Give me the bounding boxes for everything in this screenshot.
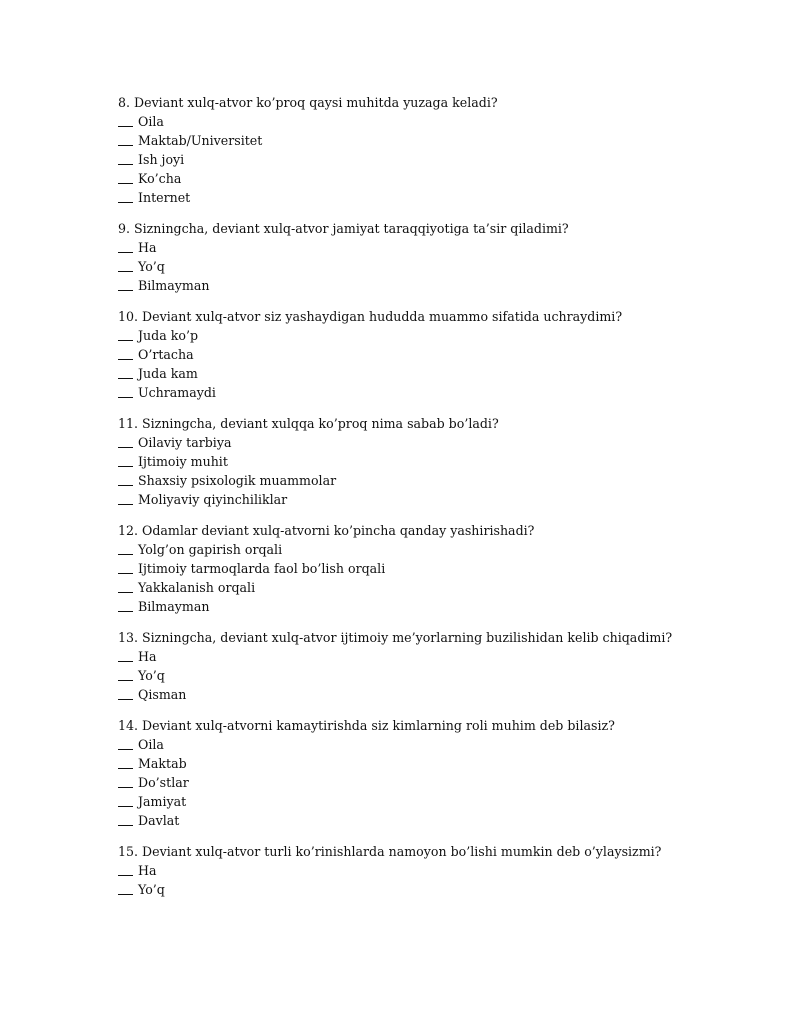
question-14 xyxy=(118,716,738,830)
answer-blank[interactable] xyxy=(118,151,133,165)
question-12 xyxy=(118,521,738,616)
option-label: Shaxsiy psixologik muammolar xyxy=(138,473,337,488)
option-label: Ha xyxy=(138,240,157,255)
option-label: Maktab/Universitet xyxy=(138,133,263,148)
question-10 xyxy=(118,307,738,402)
option-label: Juda ko’p xyxy=(138,328,199,343)
answer-option xyxy=(118,754,738,773)
answer-blank[interactable] xyxy=(118,434,133,448)
option-label: Bilmayman xyxy=(138,599,210,614)
question-13 xyxy=(118,628,738,704)
option-label: Maktab xyxy=(138,756,187,771)
option-label: Ha xyxy=(138,863,157,878)
option-label: Oila xyxy=(138,114,164,129)
question-11 xyxy=(118,414,738,509)
answer-option xyxy=(118,490,738,509)
question-text: 12. Odamlar deviant xulq-atvorni ko’pincha qanday yashirishadi? xyxy=(118,523,535,538)
answer-option xyxy=(118,276,738,295)
answer-option xyxy=(118,666,738,685)
option-label: Bilmayman xyxy=(138,278,210,293)
option-label: Ijtimoiy muhit xyxy=(138,454,228,469)
answer-blank[interactable] xyxy=(118,258,133,272)
answer-blank[interactable] xyxy=(118,598,133,612)
answer-blank[interactable] xyxy=(118,812,133,826)
question-text: 10. Deviant xulq-atvor siz yashaydigan hududda muammo sifatida uchraydimi? xyxy=(118,309,623,324)
answer-option xyxy=(118,773,738,792)
answer-blank[interactable] xyxy=(118,774,133,788)
question-text: 14. Deviant xulq-atvorni kamaytirishda siz kimlarning roli muhim deb bilasiz? xyxy=(118,718,615,733)
answer-option xyxy=(118,559,738,578)
answer-option xyxy=(118,811,738,830)
answer-blank[interactable] xyxy=(118,686,133,700)
option-label: Yakkalanish orqali xyxy=(138,580,256,595)
question-text: 9. Sizningcha, deviant xulq-atvor jamiyat taraqqiyotiga ta’sir qiladimi? xyxy=(118,221,569,236)
answer-option xyxy=(118,880,738,899)
answer-option xyxy=(118,383,738,402)
answer-option xyxy=(118,597,738,616)
answer-option xyxy=(118,861,738,880)
answer-blank[interactable] xyxy=(118,132,133,146)
option-label: Jamiyat xyxy=(138,794,187,809)
question-text: 8. Deviant xulq-atvor ko’proq qaysi muhitda yuzaga keladi? xyxy=(118,95,498,110)
option-label: Yo’q xyxy=(138,882,165,897)
option-label: Yo’q xyxy=(138,668,165,683)
answer-option xyxy=(118,238,738,257)
answer-blank[interactable] xyxy=(118,453,133,467)
answer-option xyxy=(118,169,738,188)
questionnaire xyxy=(118,93,738,911)
question-text: 11. Sizningcha, deviant xulqqa ko’proq nima sabab bo’ladi? xyxy=(118,416,499,431)
answer-option xyxy=(118,647,738,666)
answer-blank[interactable] xyxy=(118,346,133,360)
answer-option xyxy=(118,735,738,754)
answer-blank[interactable] xyxy=(118,755,133,769)
answer-option xyxy=(118,112,738,131)
answer-option xyxy=(118,188,738,207)
question-15 xyxy=(118,842,738,899)
option-label: Ish joyi xyxy=(138,152,185,167)
option-label: Uchramaydi xyxy=(138,385,216,400)
option-label: Yo’q xyxy=(138,259,165,274)
option-label: Do’stlar xyxy=(138,775,189,790)
answer-option xyxy=(118,471,738,490)
option-label: Oilaviy tarbiya xyxy=(138,435,232,450)
answer-option xyxy=(118,150,738,169)
answer-blank[interactable] xyxy=(118,384,133,398)
answer-blank[interactable] xyxy=(118,881,133,895)
answer-option xyxy=(118,452,738,471)
option-label: Moliyaviy qiyinchiliklar xyxy=(138,492,288,507)
answer-blank[interactable] xyxy=(118,113,133,127)
option-label: Davlat xyxy=(138,813,180,828)
answer-blank[interactable] xyxy=(118,189,133,203)
answer-blank[interactable] xyxy=(118,579,133,593)
option-label: Ko’cha xyxy=(138,171,182,186)
answer-option xyxy=(118,433,738,452)
answer-blank[interactable] xyxy=(118,277,133,291)
answer-blank[interactable] xyxy=(118,736,133,750)
answer-option xyxy=(118,792,738,811)
answer-option xyxy=(118,685,738,704)
answer-blank[interactable] xyxy=(118,541,133,555)
option-label: Yolg’on gapirish orqali xyxy=(138,542,283,557)
answer-blank[interactable] xyxy=(118,365,133,379)
option-label: Oila xyxy=(138,737,164,752)
answer-blank[interactable] xyxy=(118,560,133,574)
answer-option xyxy=(118,131,738,150)
answer-blank[interactable] xyxy=(118,472,133,486)
answer-option xyxy=(118,326,738,345)
answer-option xyxy=(118,345,738,364)
answer-blank[interactable] xyxy=(118,327,133,341)
option-label: Juda kam xyxy=(138,366,198,381)
answer-blank[interactable] xyxy=(118,491,133,505)
option-label: Ijtimoiy tarmoqlarda faol bo’lish orqali xyxy=(138,561,386,576)
answer-blank[interactable] xyxy=(118,170,133,184)
option-label: Ha xyxy=(138,649,157,664)
option-label: Qisman xyxy=(138,687,187,702)
answer-option xyxy=(118,578,738,597)
question-8 xyxy=(118,93,738,207)
answer-option xyxy=(118,257,738,276)
answer-blank[interactable] xyxy=(118,239,133,253)
answer-option xyxy=(118,540,738,559)
option-label: O’rtacha xyxy=(138,347,194,362)
answer-blank[interactable] xyxy=(118,793,133,807)
option-label: Internet xyxy=(138,190,191,205)
question-text: 15. Deviant xulq-atvor turli ko’rinishlarda namoyon bo’lishi mumkin deb o’ylaysizmi? xyxy=(118,844,662,859)
answer-blank[interactable] xyxy=(118,648,133,662)
answer-option xyxy=(118,364,738,383)
question-text: 13. Sizningcha, deviant xulq-atvor ijtimoiy me’yorlarning buzilishidan kelib chiqadimi? xyxy=(118,630,673,645)
answer-blank[interactable] xyxy=(118,862,133,876)
question-9 xyxy=(118,219,738,295)
answer-blank[interactable] xyxy=(118,667,133,681)
